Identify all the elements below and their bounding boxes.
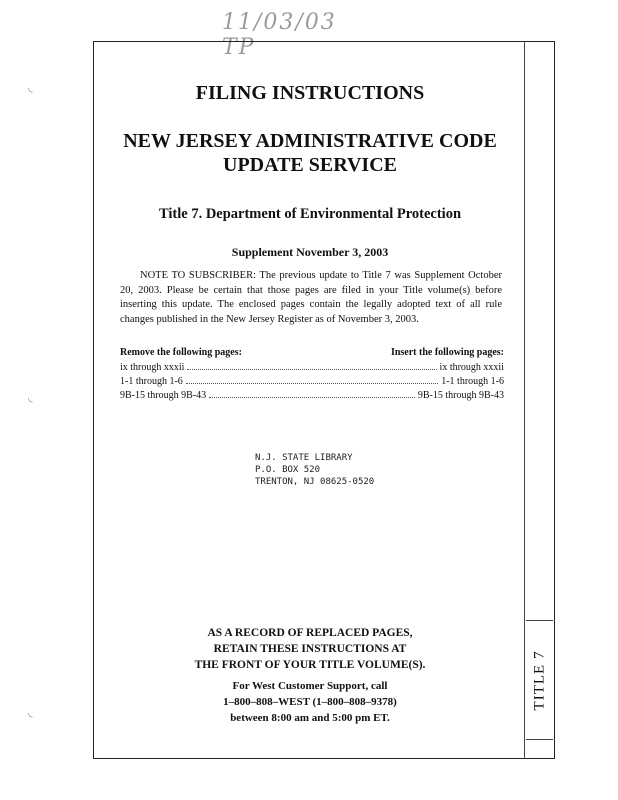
title-tab	[526, 620, 553, 740]
library-stamp-line: P.O. BOX 520	[255, 465, 321, 475]
handwritten-note: 11/03/03 TP	[222, 10, 337, 60]
support-phone: 1–800–808–WEST (1–800–808–9378)	[223, 696, 397, 708]
pages-table	[120, 346, 504, 402]
pages-table-header	[120, 346, 504, 360]
support-line: For West Customer Support, call	[232, 680, 388, 692]
record-line: AS A RECORD OF REPLACED PAGES,	[207, 627, 413, 639]
dot-leader	[187, 360, 436, 370]
customer-support	[100, 678, 520, 726]
remove-header: Remove the following pages:	[120, 347, 242, 358]
record-line: RETAIN THESE INSTRUCTIONS AT	[213, 643, 407, 655]
table-row	[120, 360, 504, 374]
scan-mark: ◟	[28, 705, 33, 719]
support-hours: between 8:00 am and 5:00 pm ET.	[230, 712, 390, 724]
dot-leader	[186, 374, 438, 384]
tab-label: TITLE 7	[531, 650, 547, 710]
supplement-date: Supplement November 3, 2003	[231, 245, 389, 259]
library-stamp	[255, 452, 395, 488]
record-instructions	[100, 625, 520, 673]
scan-mark: ◟	[28, 80, 33, 94]
insert-header: Insert the following pages:	[390, 347, 504, 358]
insert-pages: 1-1 through 1-6	[441, 376, 504, 387]
page-title: FILING INSTRUCTIONS	[195, 82, 425, 104]
insert-pages: ix through xxxii	[439, 362, 504, 373]
library-stamp-line: TRENTON, NJ 08625-0520	[255, 477, 375, 487]
remove-pages: 9B-15 through 9B-43	[120, 390, 207, 401]
code-title-line: UPDATE SERVICE	[223, 154, 397, 176]
code-title	[100, 129, 520, 177]
table-row	[120, 374, 504, 388]
remove-pages: ix through xxxii	[120, 362, 185, 373]
department-heading: Title 7. Department of Environmental Protection	[158, 206, 462, 222]
library-stamp-line: N.J. STATE LIBRARY	[255, 453, 353, 463]
scan-mark: ◟	[28, 390, 33, 404]
code-title-line: NEW JERSEY ADMINISTRATIVE CODE	[123, 130, 497, 152]
record-line: THE FRONT OF YOUR TITLE VOLUME(S).	[194, 659, 426, 671]
insert-pages: 9B-15 through 9B-43	[417, 390, 504, 401]
table-row	[120, 388, 504, 402]
subscriber-note: NOTE TO SUBSCRIBER: The previous update to Title 7 was Supplement October 20, 2003. Please be certain that those pages are filed in your Title volume(s) before inserting this update. The enclosed pages contain the legally adopted text of all rule changes published in the New Jersey Register as of November 3, 2003.	[120, 270, 502, 325]
dot-leader	[209, 388, 415, 398]
remove-pages: 1-1 through 1-6	[120, 376, 183, 387]
